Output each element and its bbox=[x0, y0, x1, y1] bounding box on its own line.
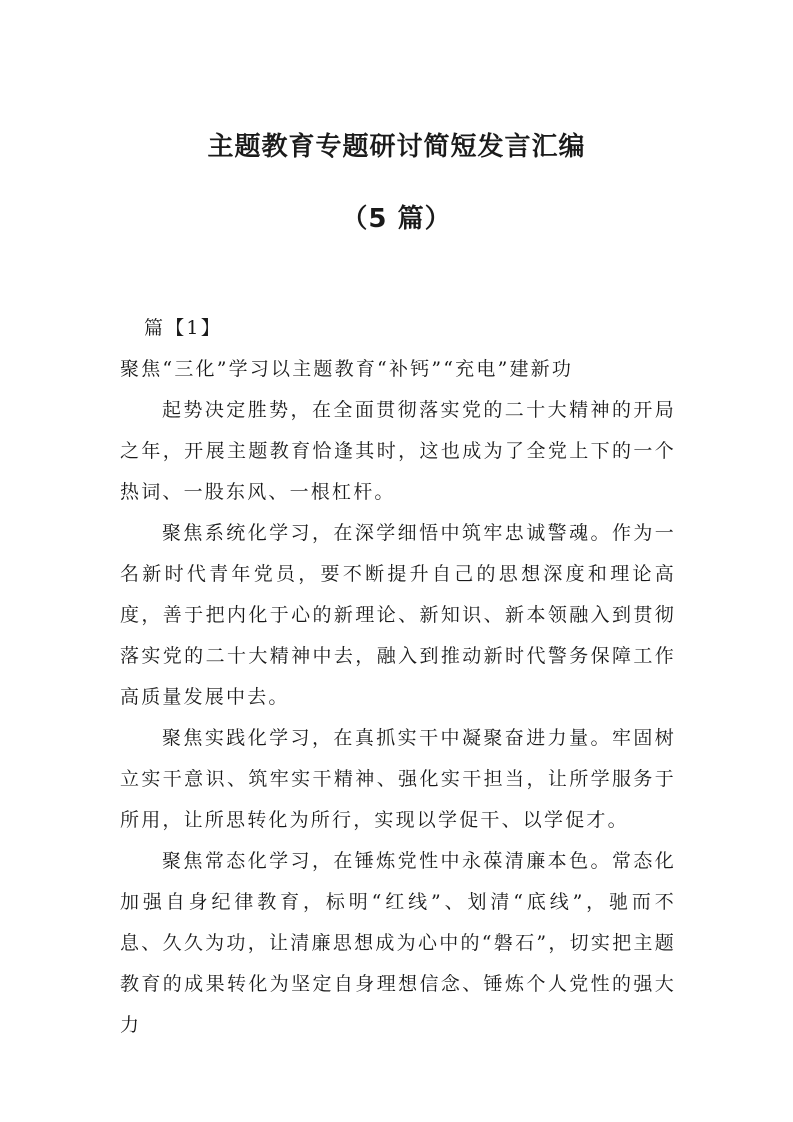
paragraph-4: 聚焦常态化学习，在锤炼党性中永葆清廉本色。常态化加强自身纪律教育，标明“红线”、划清“底线”，驰而不息、久久为功，让清廉思想成为心中的“磐石”，切实把主题教育的成果转化为坚定自身理想信念、锤炼个人党性的强大力 bbox=[120, 850, 676, 1036]
document-title: 主题教育专题研讨简短发言汇编 bbox=[207, 132, 586, 162]
paragraph-1: 起势决定胜势，在全面贯彻落实党的二十大精神的开局之年，开展主题教育恰逢其时，这也成为了全党上下的一个热词、一股东风、一根杠杆。 bbox=[120, 399, 676, 503]
section-label: 篇【1】 bbox=[144, 317, 222, 339]
article-heading: 聚焦“三化”学习以主题教育“补钙”“充电”建新功 bbox=[120, 358, 574, 380]
paragraph-2: 聚焦系统化学习，在深学细悟中筑牢忠诚警魂。作为一名新时代青年党员，要不断提升自己的思想深度和理论高度，善于把内化于心的新理论、新知识、新本领融入到贯彻落实党的二十大精神中去，融入到推动新时代警务保障工作高质量发展中去。 bbox=[120, 522, 676, 708]
document-body bbox=[120, 308, 676, 1046]
paragraph-3: 聚焦实践化学习，在真抓实干中凝聚奋进力量。牢固树立实干意识、筑牢实干精神、强化实干担当，让所学服务于所用，让所思转化为所行，实现以学促干、以学促才。 bbox=[120, 727, 676, 831]
document-subtitle: （5 篇） bbox=[341, 204, 452, 234]
